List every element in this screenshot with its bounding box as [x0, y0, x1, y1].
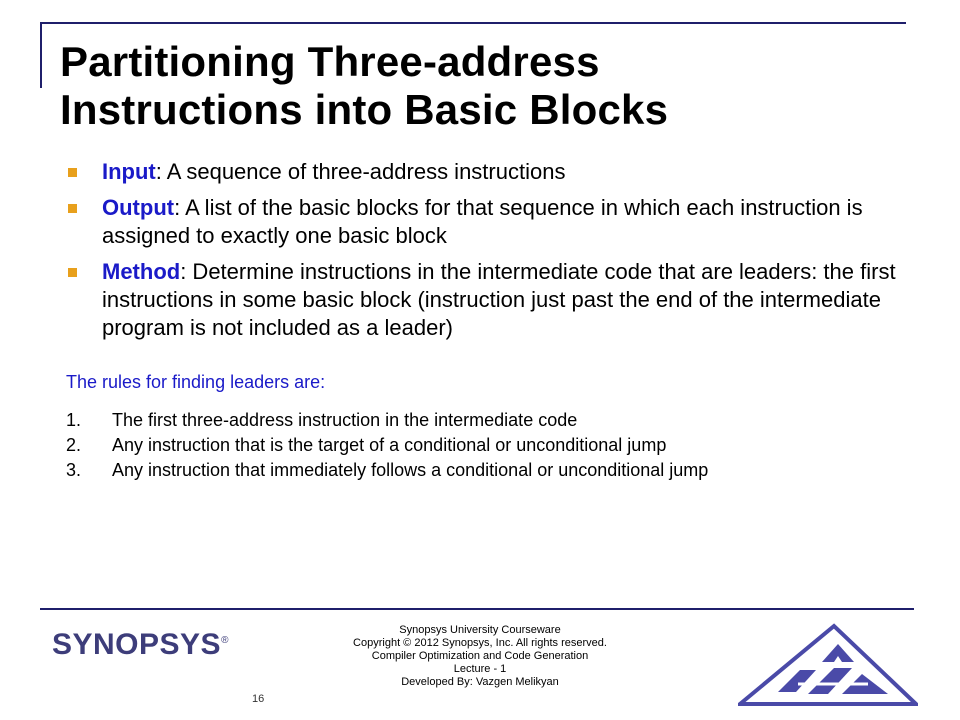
bullet-square-icon [68, 268, 77, 277]
registered-mark: ® [221, 635, 229, 646]
bullet-keyword: Output [102, 195, 175, 220]
logo-text: SYNOPSYS [52, 628, 222, 661]
bullet-text: : A list of the basic blocks for that sequence in which each instruction is assigned to exactly one basic block [102, 195, 863, 248]
rule-item [66, 433, 866, 458]
bullet-text: : Determine instructions in the intermediate code that are leaders: the first instructions in some basic block (instruction just past the end of the intermediate program is not included as a leader) [102, 259, 896, 340]
rules-heading: The rules for finding leaders are: [66, 372, 326, 392]
rule-text: Any instruction that immediately follows a conditional or unconditional jump [112, 460, 709, 480]
top-border-line [40, 22, 906, 24]
rule-number: 2. [66, 435, 82, 455]
bullet-keyword: Method [102, 259, 181, 284]
footer-line: Synopsys University Courseware [399, 624, 561, 636]
title-line-1: Partitioning Three-address [60, 38, 600, 85]
footer-line: Copyright © 2012 Synopsys, Inc. All rights reserved. [353, 637, 607, 649]
rules-list [66, 408, 866, 483]
footer-line: Developed By: Vazgen Melikyan [401, 676, 559, 688]
footer-line: Compiler Optimization and Code Generation [371, 650, 589, 662]
bullet-square-icon [68, 204, 77, 213]
synopsys-logo [52, 628, 229, 662]
rule-item [66, 408, 866, 433]
footer-credits [300, 624, 660, 689]
rule-text: The first three-address instruction in the intermediate code [112, 410, 578, 430]
rule-number: 3. [66, 460, 82, 480]
bullet-text: : A sequence of three-address instructions [155, 159, 566, 184]
slide-title [60, 38, 668, 134]
bullet-item-input [66, 158, 926, 186]
footer-line: Lecture - 1 [453, 663, 507, 675]
rule-number: 1. [66, 410, 82, 430]
page-number: 16 [252, 693, 265, 705]
left-border-line [40, 22, 42, 88]
bullet-square-icon [68, 168, 77, 177]
bullet-list [66, 158, 926, 350]
university-emblem-icon [738, 622, 918, 706]
rule-item [66, 458, 866, 483]
bullet-keyword: Input [102, 159, 156, 184]
footer-divider [40, 608, 914, 610]
rule-text: Any instruction that is the target of a conditional or unconditional jump [112, 435, 667, 455]
bullet-item-output [66, 194, 926, 250]
bullet-item-method [66, 258, 926, 342]
title-line-2: Instructions into Basic Blocks [60, 86, 669, 133]
